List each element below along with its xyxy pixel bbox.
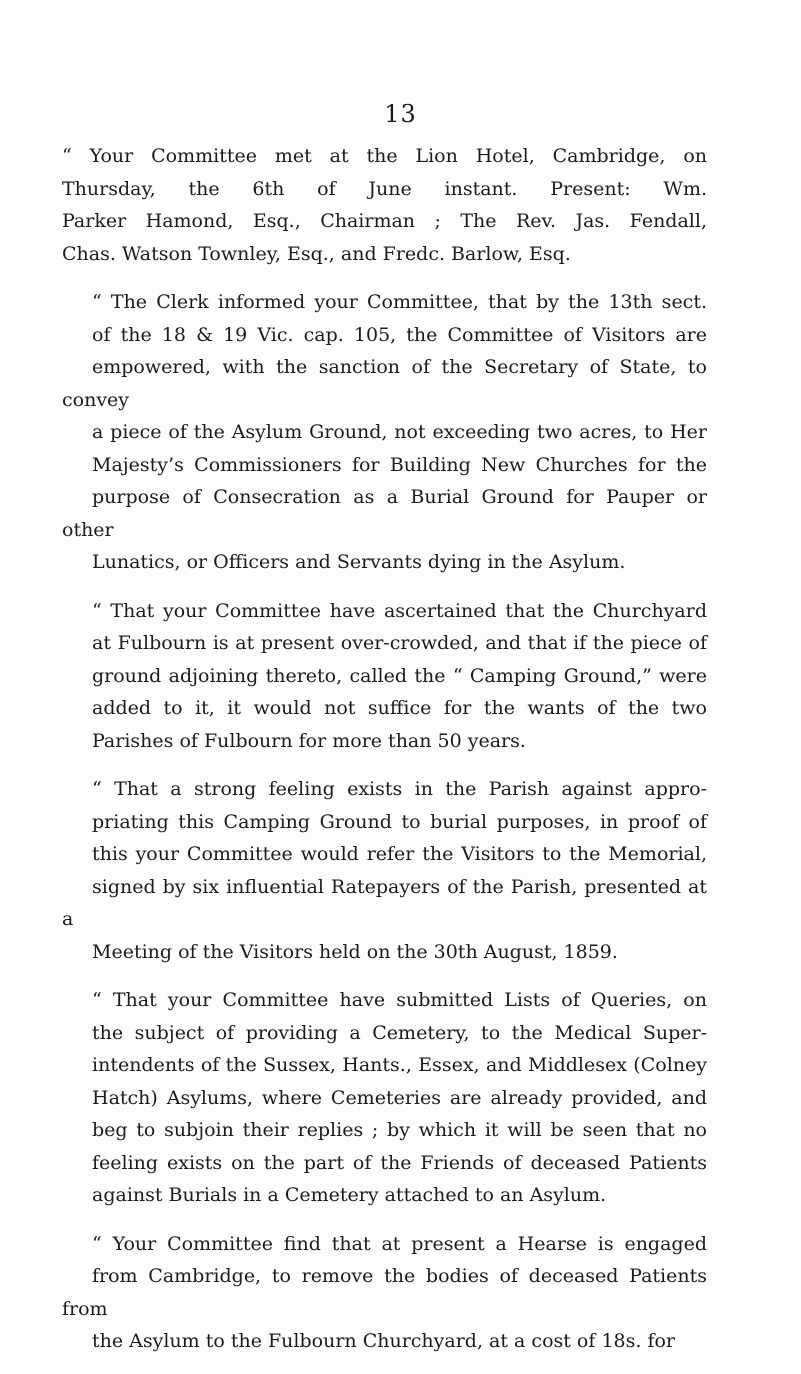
text-line: added to it, it would not suffice for the wants of the two xyxy=(92,697,707,719)
text-line: signed by six influential Ratepayers of the Parish, presented at a xyxy=(62,875,707,930)
text-line: “ That a strong feeling exists in the Parish against appro- xyxy=(92,778,707,800)
text-line: Hatch) Asylums, where Cemeteries are already provided, and xyxy=(92,1086,707,1109)
page-number: 13 xyxy=(384,100,417,128)
paragraph-hearse-engaged xyxy=(62,1228,707,1358)
paragraph-committee-meeting xyxy=(62,140,707,270)
text-line: of the 18 & 19 Vic. cap. 105, the Committee of Visitors are xyxy=(92,323,707,346)
text-line: at Fulbourn is at present over-crowded, and that if the piece of xyxy=(92,632,707,654)
text-line: ground adjoining thereto, called the “ Camping Ground,” were xyxy=(92,664,707,687)
text-line: this your Committee would refer the Visitors to the Memorial, xyxy=(92,843,707,865)
paragraph-strong-feeling xyxy=(62,773,707,968)
text-line: Thursday, the 6th of June instant. Present: Wm. xyxy=(62,177,707,200)
text-line: the subject of providing a Cemetery, to the Medical Super- xyxy=(92,1021,707,1044)
text-line: “ Your Committee find that at present a Hearse is engaged xyxy=(92,1232,707,1255)
text-line: from Cambridge, to remove the bodies of deceased Patients from xyxy=(62,1265,707,1320)
text-line: purpose of Consecration as a Burial Ground for Pauper or other xyxy=(62,486,707,541)
paragraph-clerk-informed xyxy=(62,286,707,579)
text-line: feeling exists on the part of the Friends of deceased Patients xyxy=(92,1151,707,1174)
text-line: beg to subjoin their replies ; by which it will be seen that no xyxy=(92,1119,707,1141)
text-line: the Asylum to the Fulbourn Churchyard, at a cost of 18s. for xyxy=(92,1330,675,1352)
text-line: “ That your Committee have ascertained that the Churchyard xyxy=(92,599,707,622)
text-line: against Burials in a Cemetery attached to an Asylum. xyxy=(92,1184,607,1206)
text-line: a piece of the Asylum Ground, not exceeding two acres, to Her xyxy=(92,421,707,443)
text-line: empowered, with the sanction of the Secretary of State, to convey xyxy=(62,356,707,411)
paragraph-queries-submitted xyxy=(62,984,707,1212)
text-line: “ Your Committee met at the Lion Hotel, Cambridge, on xyxy=(62,145,707,167)
text-line: Parker Hamond, Esq., Chairman ; The Rev. Jas. Fendall, xyxy=(62,210,707,232)
text-line: Parishes of Fulbourn for more than 50 years. xyxy=(92,729,526,752)
paragraph-churchyard-overcrowded xyxy=(62,595,707,758)
text-line: “ That your Committee have submitted Lists of Queries, on xyxy=(92,989,707,1011)
report-body xyxy=(62,140,707,1374)
text-line: Meeting of the Visitors held on the 30th August, 1859. xyxy=(92,940,618,963)
text-line: Lunatics, or Officers and Servants dying in the Asylum. xyxy=(92,551,626,573)
text-line: priating this Camping Ground to burial purposes, in proof of xyxy=(92,810,707,833)
text-line: intendents of the Sussex, Hants., Essex, and Middlesex (Colney xyxy=(92,1054,707,1076)
text-line: “ The Clerk informed your Committee, that by the 13th sect. xyxy=(92,291,707,313)
text-line: Chas. Watson Townley, Esq., and Fredc. Barlow, Esq. xyxy=(62,242,571,265)
text-line: Majesty’s Commissioners for Building New Churches for the xyxy=(92,453,707,476)
